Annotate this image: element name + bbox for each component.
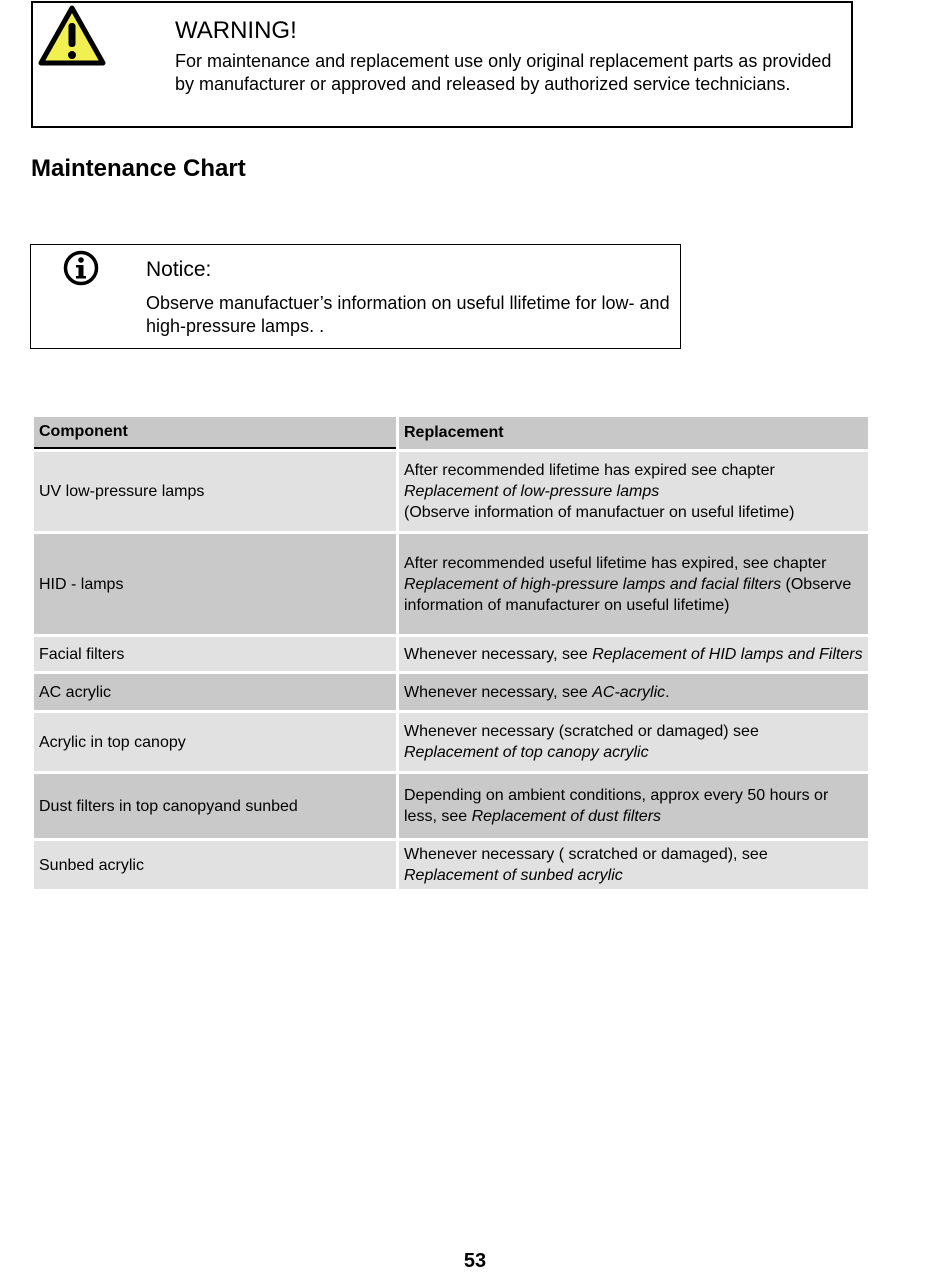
component-cell: Acrylic in top canopy: [34, 713, 396, 771]
replacement-cell: [399, 841, 868, 889]
warning-triangle-icon: [38, 5, 106, 67]
replacement-reference: Replacement of top canopy acrylic: [404, 744, 649, 761]
replacement-reference: Replacement of dust filters: [471, 808, 662, 825]
table-row: [34, 674, 868, 710]
replacement-note: (Observe information of manufactuer on useful lifetime): [404, 504, 795, 521]
replacement-reference: Replacement of low-pressure lamps: [404, 483, 660, 500]
table-row: [34, 713, 868, 771]
replacement-cell: [399, 713, 868, 771]
maintenance-table: [31, 414, 871, 892]
replacement-reference: Replacement of high-pressure lamps and facial filters: [404, 575, 782, 593]
component-cell: Dust filters in top canopyand sunbed: [34, 774, 396, 838]
info-icon: [63, 250, 99, 286]
table-row: [34, 774, 868, 838]
table-row: [34, 534, 868, 634]
replacement-text: After recommended useful lifetime has expired, see chapter: [404, 554, 827, 572]
notice-title: Notice:: [146, 258, 212, 281]
replacement-suffix: .: [665, 683, 670, 701]
notice-text: Observe manufactuer’s information on useful llifetime for low- and high-pressure lamps. .: [146, 293, 670, 336]
replacement-text: Whenever necessary, see: [404, 683, 588, 701]
replacement-cell: [399, 674, 868, 710]
replacement-cell: [399, 774, 868, 838]
table-row: [34, 452, 868, 531]
replacement-reference: Replacement of HID lamps and Filters: [592, 645, 863, 663]
component-cell: UV low-pressure lamps: [34, 452, 396, 531]
table-header-row: [34, 417, 868, 449]
replacement-reference: AC-acrylic: [592, 683, 666, 701]
replacement-reference: Replacement of sunbed acrylic: [404, 867, 623, 884]
replacement-text: Whenever necessary (scratched or damaged) see: [404, 723, 759, 740]
component-cell: AC acrylic: [34, 674, 396, 710]
component-cell: HID - lamps: [34, 534, 396, 634]
warning-title: WARNING!: [175, 17, 297, 44]
page-number: 53: [463, 1250, 487, 1272]
notice-box: [30, 244, 681, 349]
replacement-cell: [399, 534, 868, 634]
component-cell: Facial filters: [34, 637, 396, 671]
replacement-text: Whenever necessary ( scratched or damaged), see: [404, 846, 768, 863]
column-header-replacement: Replacement: [399, 417, 868, 449]
replacement-text: Whenever necessary, see: [404, 645, 588, 663]
warning-box: [31, 1, 853, 128]
warning-text: For maintenance and replacement use only original replacement parts as provided by manufacturer or approved and released by authorized service technicians.: [175, 51, 832, 94]
table-row: [34, 841, 868, 889]
replacement-note: (Observe information of manufacturer on useful lifetime): [404, 575, 852, 614]
replacement-cell: [399, 452, 868, 531]
component-cell: Sunbed acrylic: [34, 841, 396, 889]
table-row: [34, 637, 868, 671]
replacement-text: Depending on ambient conditions, approx every 50 hours or less, see: [404, 787, 829, 825]
page-title: Maintenance Chart: [31, 155, 246, 182]
replacement-cell: [399, 637, 868, 671]
column-header-component: Component: [34, 417, 396, 449]
replacement-text: After recommended lifetime has expired see chapter: [404, 462, 775, 479]
